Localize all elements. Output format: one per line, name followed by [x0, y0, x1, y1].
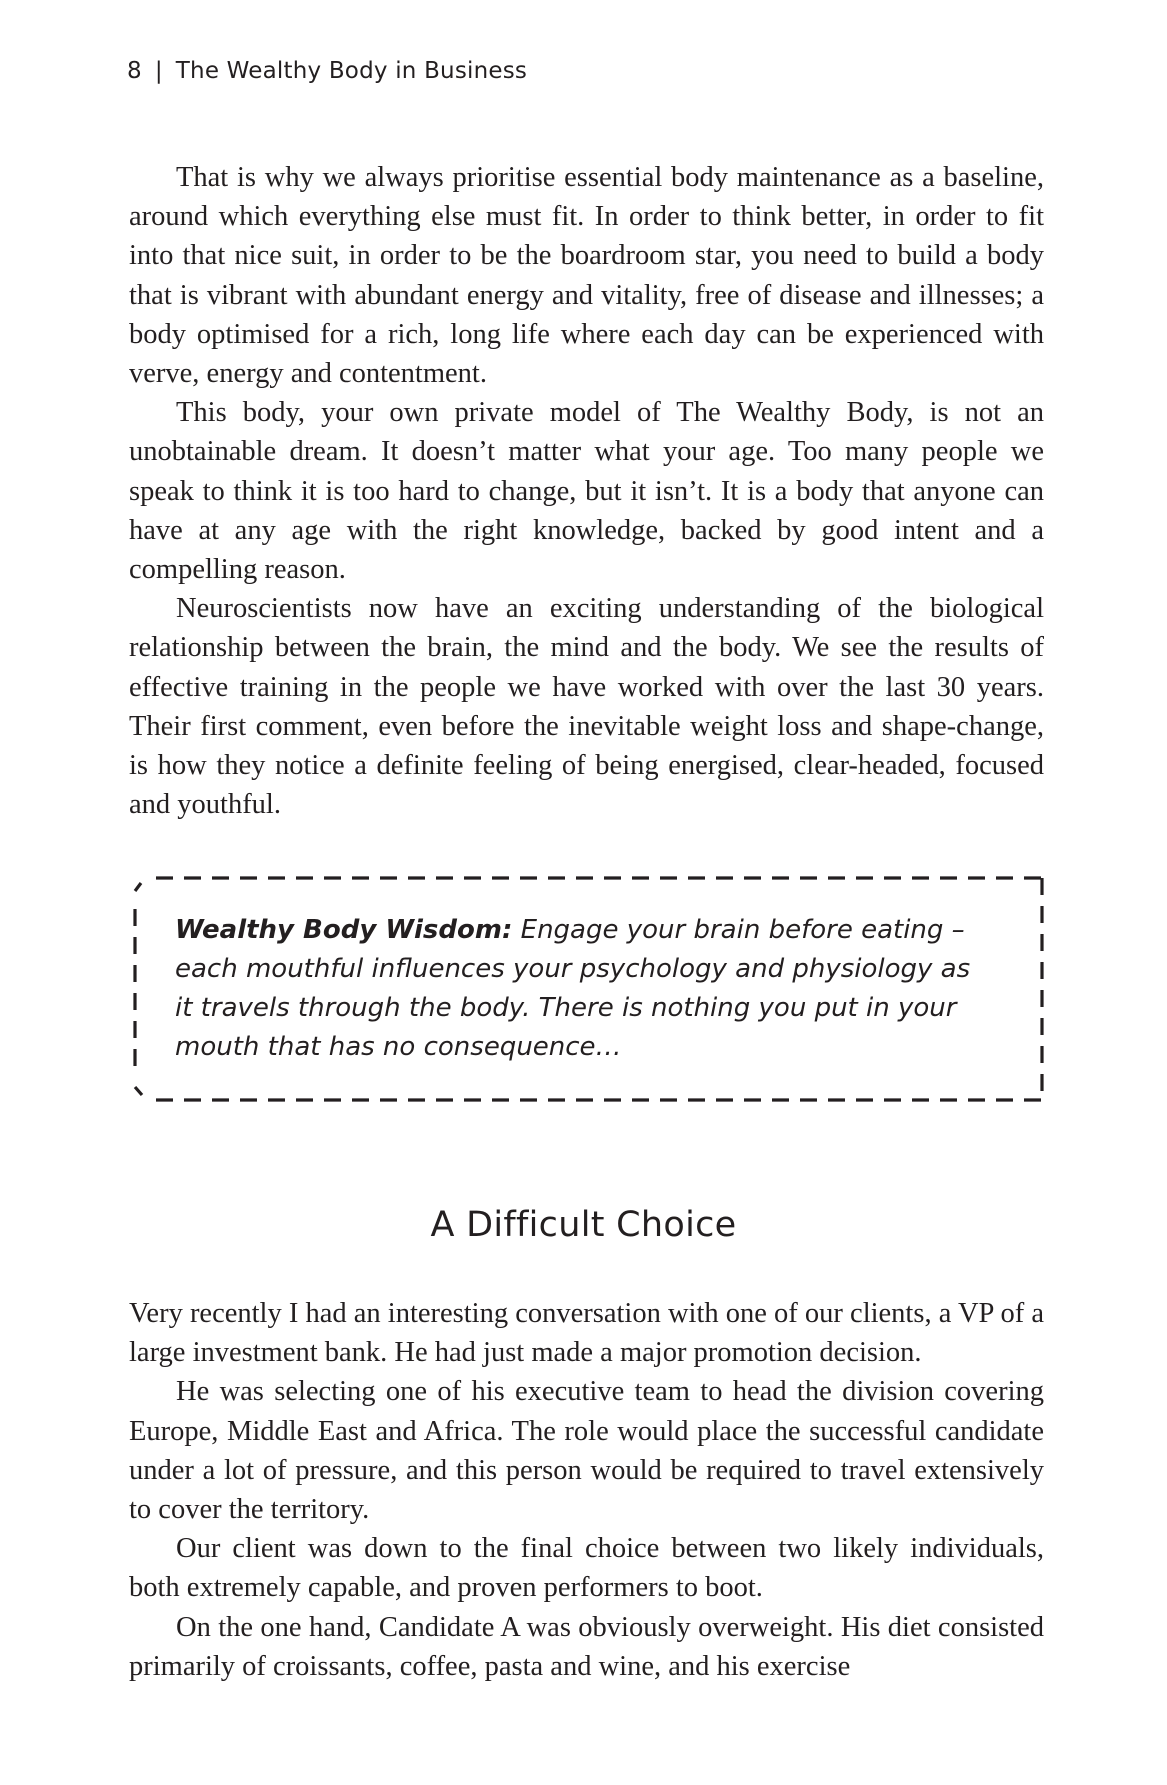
- wisdom-label: Wealthy Body Wisdom:: [175, 915, 513, 945]
- paragraph: Our client was down to the final choice between two likely individuals, both extremely capable, and proven performers to boot.: [129, 1533, 1044, 1604]
- paragraph: He was selecting one of his executive team to head the division covering Europe, Middle East and Africa. The role would place the successful candidate under a lot of pressure, and this person would be required to travel extensively to cover the territory.: [129, 1376, 1044, 1526]
- paragraph: On the one hand, Candidate A was obviously overweight. His diet consisted primarily of croissants, coffee, pasta and wine, and his exercise: [129, 1611, 1044, 1682]
- section-heading: A Difficult Choice: [430, 1205, 737, 1245]
- page-number: 8: [127, 58, 142, 84]
- intro-section: [129, 158, 1044, 824]
- book-title: The Wealthy Body in Business: [175, 58, 528, 84]
- difficult-choice-section: [129, 1294, 1044, 1686]
- wisdom-quote: [175, 911, 975, 1067]
- wisdom-callout-box: [132, 875, 1044, 1103]
- wisdom-text: Engage your brain before eating – each mouthful influences your psychology and physiology as it travels through the body. There is nothing you put in your mouth that has no consequence…: [175, 915, 971, 1062]
- paragraph: This body, your own private model of The Wealthy Body, is not an unobtainable dream. It doesn’t matter what your age. Too many people we speak to think it is too hard to change, but it isn’t. It is a body that anyone can have at any age with the right knowledge, backed by good intent and a compelling reason.: [129, 397, 1044, 586]
- header-separator: |: [154, 58, 163, 84]
- paragraph: Very recently I had an interesting conversation with one of our clients, a VP of a large investment bank. He had just made a major promotion decision.: [129, 1298, 1044, 1369]
- running-header: [127, 58, 527, 84]
- paragraph: That is why we always prioritise essential body maintenance as a baseline, around which everything else must fit. In order to think better, in order to fit into that nice suit, in order to be the boardroom star, you need to build a body that is vibrant with abundant energy and vitality, free of disease and illnesses; a body optimised for a rich, long life where each day can be experienced with verve, energy and contentment.: [129, 162, 1044, 390]
- paragraph: Neuroscientists now have an exciting understanding of the biological relationship between the brain, the mind and the body. We see the results of effective training in the people we have worked with over the last 30 years. Their first comment, even before the inevitable weight loss and shape-change, is how they notice a definite feeling of being energised, clear-headed, focused and youthful.: [129, 593, 1044, 821]
